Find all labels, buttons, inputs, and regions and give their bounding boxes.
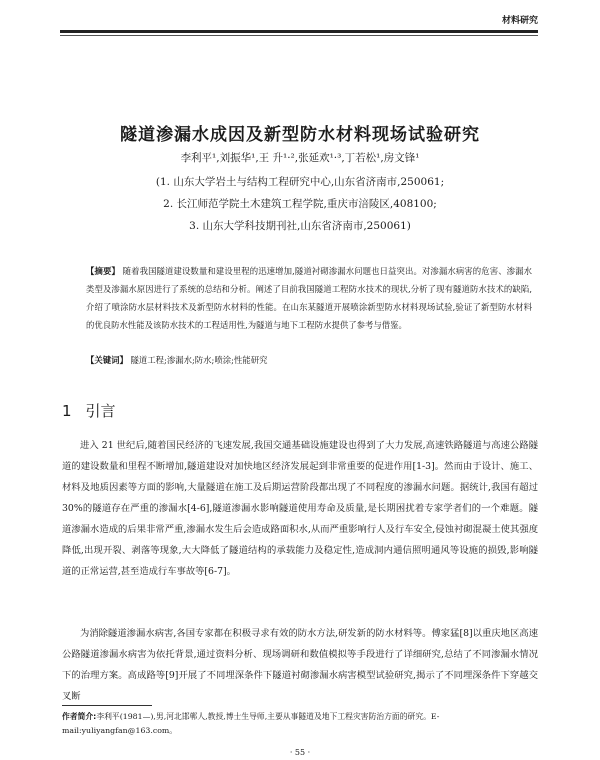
affiliation-2: 2. 长江师范学院土木建筑工程学院,重庆市涪陵区,408100; — [163, 198, 437, 210]
author-footnote — [62, 710, 538, 738]
header-rule — [60, 30, 538, 33]
author-list: 李利平¹,刘振华¹,王 升¹·²,张延欢¹·³,丁若松¹,房文锋¹ — [180, 152, 420, 164]
body-paragraph-1: 进入 21 世纪后,随着国民经济的飞速发展,我国交通基础设施建设也得到了大力发展,高速铁路隧道与高速公路隧道的建设数量和里程不断增加,隧道建设对加快地区经济发展起到非常重要的促进作用[1-3]。然而由于设计、施工、材料及地质因素等方面的影响,大量隧道在施工及后期运营阶段都出现了不同程度的渗漏水问题。据统计,我国有超过 30%的隧道存在严重的渗漏水[4-6],隧道渗漏水影响隧道使用寿命及质量,是长期困扰着专家学者们的一个难题。隧道渗漏水造成的后果非常严重,渗漏水发生后会造成路面积水,从而严重影响行人及行车安全,侵蚀衬砌混凝土使其强度降低,出现开裂、剥落等现象,大大降低了隧道结构的承载能力及稳定性,造成洞内通信照明通风等设施的损毁,影响隧道的正常运营,甚至造成行车事故等[6-7]。 — [62, 440, 538, 577]
section-number: 1 — [62, 402, 72, 420]
affiliation-1: (1. 山东大学岩土与结构工程研究中心,山东省济南市,250061; — [155, 176, 445, 188]
page-number: · 55 · — [289, 748, 311, 757]
body-paragraph-2: 为消除隧道渗漏水病害,各国专家都在积极寻求有效的防水方法,研发新的防水材料等。傅家猛[8]以重庆地区高速公路隧道渗漏水病害为依托背景,通过资料分析、现场调研和数值模拟等手段进行了详细研究,总结了不同渗漏水情况下的治理方案。高成路等[9]开展了不同埋深条件下隧道衬砌渗漏水病害模型试验研究,揭示了不同埋深条件下穿越交叉断 — [62, 628, 538, 702]
keywords — [86, 354, 532, 366]
abstract — [86, 262, 532, 334]
abstract-label: 【摘要】 — [86, 266, 120, 276]
section-tag: 材料研究 — [501, 16, 538, 26]
abstract-text: 随着我国隧道建设数量和建设里程的迅速增加,隧道衬砌渗漏水问题也日益突出。对渗漏水病害的危害、渗漏水类型及渗漏水原因进行了系统的总结和分析。阐述了目前我国隧道工程防水技术的现状,分析了现有隧道防水技术的缺陷,介绍了喷涂防水层材料技术及新型防水材料的性能。在山东某隧道开展喷涂新型防水材料现场试验,验证了新型防水材料的优良防水性能及该防水技术的工程适用性,为隧道与地下工程防水提供了参考与借鉴。 — [86, 266, 532, 330]
keywords-label: 【关键词】 — [86, 355, 128, 365]
footnote-label: 作者简介: — [62, 712, 97, 721]
section-title: 引言 — [85, 402, 116, 420]
affiliation-3: 3. 山东大学科技期刊社,山东省济南市,250061) — [189, 220, 411, 232]
footnote-text: 李利平(1981—),男,河北邯郸人,教授,博士生导师,主要从事隧道及地下工程灾害防治方面的研究。E-mail:yuliyangfan@163.com。 — [62, 712, 440, 735]
section-heading — [62, 400, 116, 421]
footnote-rule — [62, 705, 152, 706]
paper-title: 隧道渗漏水成因及新型防水材料现场试验研究 — [120, 125, 480, 145]
keywords-text: 隧道工程;渗漏水;防水;喷涂;性能研究 — [127, 355, 268, 365]
header-rule-thin — [60, 35, 538, 36]
